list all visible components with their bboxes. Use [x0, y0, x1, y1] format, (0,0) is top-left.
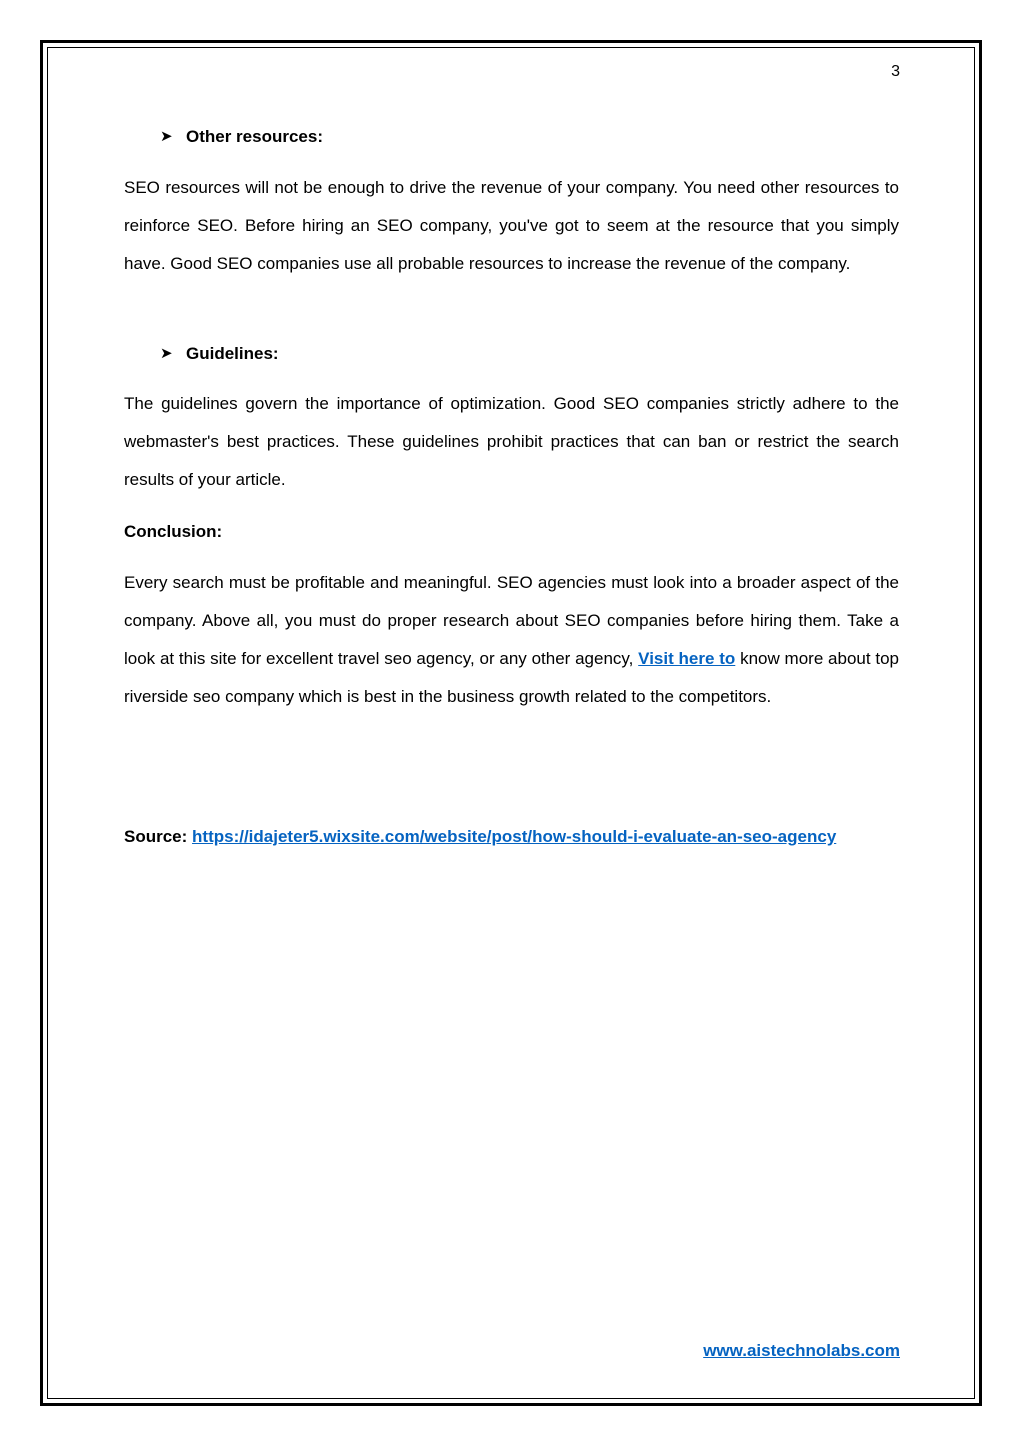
- guidelines-title: Guidelines:: [186, 344, 279, 363]
- other-resources-paragraph: SEO resources will not be enough to drive the revenue of your company. You need other resources to reinforce SEO. Before hiring an SEO company, you've got to seem at the resource that you simply have. Good SEO companies use all probable resources to increase the revenue of the company.: [124, 178, 899, 273]
- conclusion-text-before-link: Every search must be profitable and meaningful. SEO agencies must look into a broader aspect of the company. Above all, you must do proper research about SEO companies before hiring them. Take a look at this site for excellent travel seo agency, or any other agency,: [124, 573, 899, 668]
- arrowhead-bullet-icon: ➤: [160, 128, 173, 145]
- conclusion-text-after-link: know more about top riverside seo company which is best in the business growth related to the competitors.: [124, 649, 900, 706]
- page-number: 3: [891, 63, 900, 80]
- other-resources-title: Other resources:: [186, 127, 323, 146]
- conclusion-heading: Conclusion:: [124, 522, 223, 541]
- arrowhead-bullet-icon: ➤: [160, 345, 173, 362]
- footer-website-link[interactable]: www.aistechnolabs.com: [703, 1341, 900, 1360]
- source-label: Source:: [124, 827, 188, 846]
- conclusion-paragraph: [124, 564, 899, 716]
- visit-here-link[interactable]: Visit here to: [638, 649, 736, 668]
- source-url-link[interactable]: https://idajeter5.wixsite.com/website/post/how-should-i-evaluate-an-seo-agency: [192, 827, 837, 846]
- guidelines-paragraph: The guidelines govern the importance of optimization. Good SEO companies strictly adhere to the webmaster's best practices. These guidelines prohibit practices that can ban or restrict the search results of your article.: [124, 394, 899, 489]
- guidelines-heading: [160, 343, 279, 365]
- source-line: [124, 818, 899, 856]
- other-resources-heading: [160, 126, 323, 148]
